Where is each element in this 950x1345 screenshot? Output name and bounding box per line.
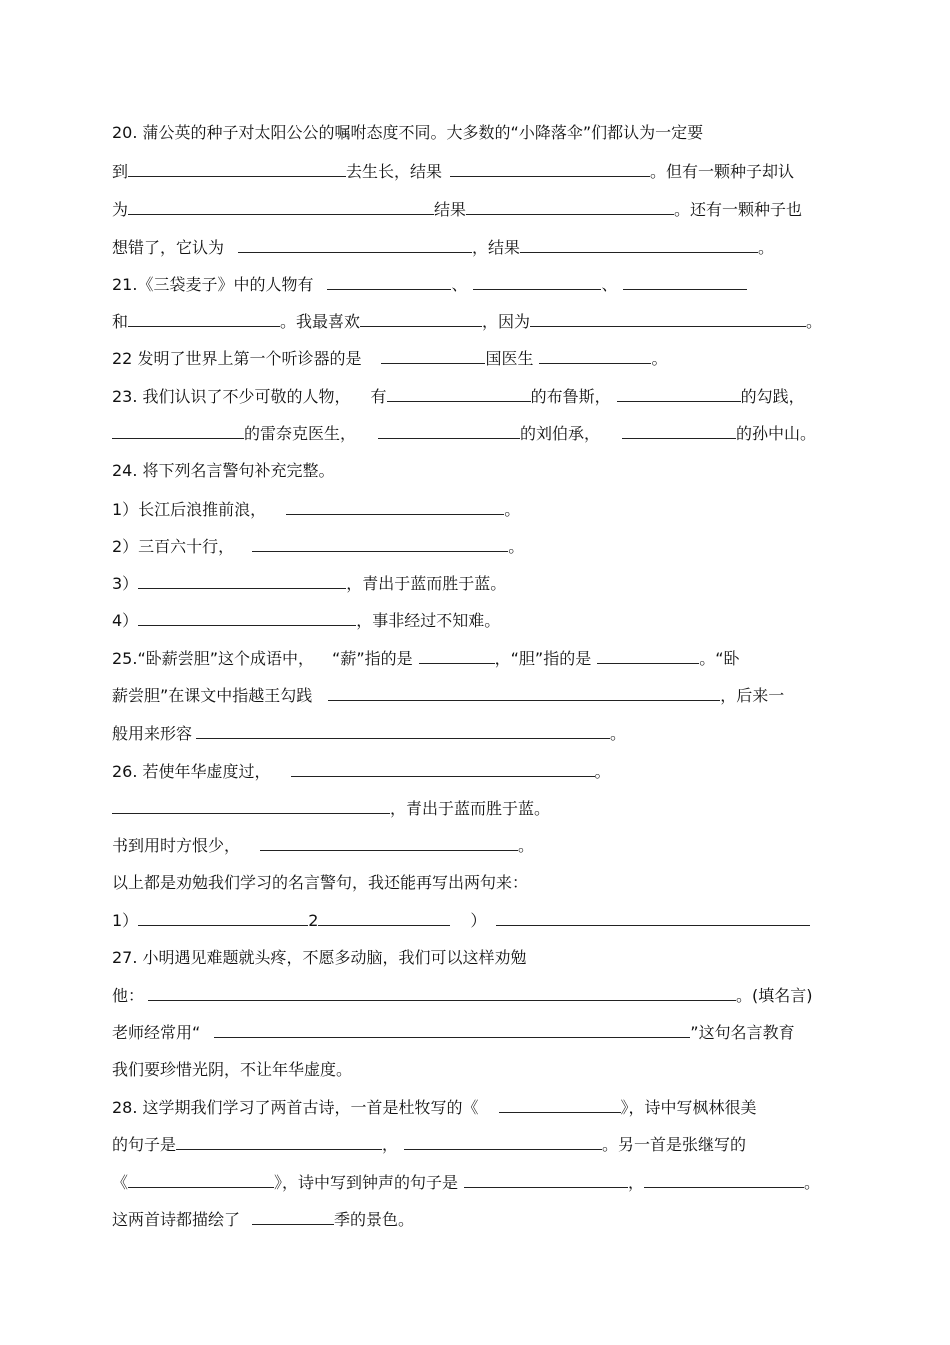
question-21-line-2 bbox=[112, 309, 822, 333]
text: ，青出于蓝而胜于蓝。 bbox=[390, 799, 551, 818]
answer-blank[interactable] bbox=[466, 197, 674, 215]
answer-blank[interactable] bbox=[404, 1132, 602, 1150]
text: 23. 我们认识了不少可敬的人物， bbox=[112, 387, 351, 406]
answer-blank[interactable] bbox=[176, 1132, 382, 1150]
answer-blank[interactable] bbox=[252, 1207, 334, 1225]
answer-blank[interactable] bbox=[496, 908, 810, 926]
text: 。 bbox=[594, 762, 611, 781]
question-26-line-3 bbox=[112, 833, 534, 857]
question-21-line-1 bbox=[112, 272, 747, 296]
question-28-line-2 bbox=[112, 1132, 746, 1156]
answer-blank[interactable] bbox=[530, 309, 806, 327]
answer-blank[interactable] bbox=[419, 646, 495, 664]
text: 到 bbox=[112, 162, 129, 181]
text: 。 bbox=[610, 724, 627, 743]
answer-blank[interactable] bbox=[286, 497, 504, 515]
question-20-stem: 20. 蒲公英的种子对太阳公公的嘱咐态度不同。大多数的“小降落伞”们都认为一定要 bbox=[112, 123, 704, 142]
text: 老师经常用“ bbox=[112, 1023, 201, 1042]
text: ， bbox=[628, 1173, 645, 1192]
question-23-line-2 bbox=[112, 421, 816, 445]
question-28-line-3 bbox=[112, 1170, 820, 1194]
text: 季的景色。 bbox=[334, 1210, 415, 1229]
question-24-title bbox=[112, 459, 335, 483]
text: 的孙中山。 bbox=[736, 424, 817, 443]
question-26-line-5 bbox=[112, 908, 810, 932]
answer-blank[interactable] bbox=[622, 421, 736, 439]
text: 。(填名言) bbox=[736, 986, 813, 1005]
text: 》，诗中写到钟声的句子是 bbox=[274, 1173, 459, 1192]
text: 。 bbox=[504, 500, 521, 519]
answer-blank[interactable] bbox=[473, 272, 601, 290]
answer-blank[interactable] bbox=[252, 534, 508, 552]
text: 我们要珍惜光阴，不让年华虚度。 bbox=[112, 1060, 353, 1079]
text: 、 bbox=[451, 275, 468, 294]
question-26-line-1 bbox=[112, 759, 611, 783]
answer-blank[interactable] bbox=[138, 908, 308, 926]
answer-blank[interactable] bbox=[617, 384, 741, 402]
text: 薪尝胆”在课文中指越王勾践 bbox=[112, 686, 313, 705]
question-24-item-1 bbox=[112, 497, 520, 521]
text: 为 bbox=[112, 200, 129, 219]
question-27-line-2 bbox=[112, 983, 813, 1007]
question-28-line-4 bbox=[112, 1207, 414, 1231]
text: 。 bbox=[651, 349, 668, 368]
answer-blank[interactable] bbox=[464, 1170, 628, 1188]
text: 的刘伯承， bbox=[520, 424, 601, 443]
text: 24. 将下列名言警句补充完整。 bbox=[112, 461, 335, 480]
answer-blank[interactable] bbox=[128, 309, 280, 327]
text: ） bbox=[470, 911, 487, 930]
text: 结果 bbox=[434, 200, 467, 219]
text: 。还有一颗种子也 bbox=[674, 200, 803, 219]
question-24-item-4 bbox=[112, 608, 500, 632]
text: ，青出于蓝而胜于蓝。 bbox=[346, 574, 507, 593]
text: ，后来一 bbox=[720, 686, 785, 705]
text: ”这句名言教育 bbox=[690, 1023, 795, 1042]
answer-blank[interactable] bbox=[196, 721, 610, 739]
question-27-line-3 bbox=[112, 1020, 795, 1044]
answer-blank[interactable] bbox=[360, 309, 482, 327]
question-27-line-4 bbox=[112, 1058, 352, 1082]
answer-blank[interactable] bbox=[539, 346, 651, 364]
text: 1） bbox=[112, 911, 139, 930]
text: ，事非经过不知难。 bbox=[356, 611, 501, 630]
question-20-line-1 bbox=[112, 121, 703, 145]
text: 28. 这学期我们学习了两首古诗，一首是杜牧写的《 bbox=[112, 1098, 479, 1117]
answer-blank[interactable] bbox=[128, 197, 434, 215]
text: ，结果 bbox=[472, 238, 521, 257]
answer-blank[interactable] bbox=[387, 384, 531, 402]
text: 1）长江后浪推前浪， bbox=[112, 500, 267, 519]
text: 27. 小明遇见难题就头疼，不愿多动脑，我们可以这样劝勉 bbox=[112, 948, 527, 967]
text: 。但有一颗种子却认 bbox=[650, 162, 795, 181]
answer-blank[interactable] bbox=[381, 346, 485, 364]
question-24-item-3 bbox=[112, 571, 506, 595]
answer-blank[interactable] bbox=[148, 983, 736, 1001]
text: 书到用时方恨少， bbox=[112, 836, 241, 855]
question-20-line-2 bbox=[112, 159, 794, 183]
question-26-line-4 bbox=[112, 871, 528, 895]
question-25-line-1 bbox=[112, 646, 740, 670]
text: 《 bbox=[112, 1173, 129, 1192]
text: 。 bbox=[758, 238, 775, 257]
text: 有 bbox=[370, 387, 387, 406]
question-20-line-3 bbox=[112, 197, 802, 221]
answer-blank[interactable] bbox=[128, 159, 346, 177]
text: 21.《三袋麦子》中的人物有 bbox=[112, 275, 314, 294]
answer-blank[interactable] bbox=[260, 833, 518, 851]
text: 2 bbox=[308, 911, 319, 930]
answer-blank[interactable] bbox=[138, 571, 346, 589]
text: 的雷奈克医生， bbox=[244, 424, 357, 443]
text: ， bbox=[382, 1135, 399, 1154]
text: 4） bbox=[112, 611, 139, 630]
text: 想错了，它认为 bbox=[112, 238, 225, 257]
text: 3） bbox=[112, 574, 139, 593]
question-24-item-2 bbox=[112, 534, 524, 558]
question-28-line-1 bbox=[112, 1095, 757, 1119]
text: 去生长，结果 bbox=[346, 162, 443, 181]
answer-blank[interactable] bbox=[327, 272, 451, 290]
answer-blank[interactable] bbox=[318, 908, 450, 926]
text: 》，诗中写枫林很美 bbox=[620, 1098, 757, 1117]
text: 2）三百六十行， bbox=[112, 537, 235, 556]
answer-blank[interactable] bbox=[138, 608, 356, 626]
question-23-line-1 bbox=[112, 384, 805, 408]
answer-blank[interactable] bbox=[238, 235, 472, 253]
text: 26. 若使年华虚度过， bbox=[112, 762, 271, 781]
text: 。 bbox=[508, 537, 525, 556]
question-26-line-2 bbox=[112, 796, 550, 820]
answer-blank[interactable] bbox=[378, 421, 520, 439]
text: 这两首诗都描绘了 bbox=[112, 1210, 241, 1229]
answer-blank[interactable] bbox=[112, 796, 390, 814]
text: 国医生 bbox=[485, 349, 534, 368]
text: 般用来形容 bbox=[112, 724, 193, 743]
text: 的句子是 bbox=[112, 1135, 177, 1154]
answer-blank[interactable] bbox=[112, 421, 244, 439]
question-25-line-3 bbox=[112, 721, 626, 745]
text: 。 bbox=[804, 1173, 821, 1192]
answer-blank[interactable] bbox=[623, 272, 747, 290]
answer-blank[interactable] bbox=[128, 1170, 274, 1188]
text: 。 bbox=[806, 312, 823, 331]
answer-blank[interactable] bbox=[328, 683, 720, 701]
answer-blank[interactable] bbox=[450, 159, 650, 177]
text: 。 bbox=[518, 836, 535, 855]
text: “薪”指的是 bbox=[332, 649, 413, 668]
text: 他： bbox=[112, 986, 145, 1005]
answer-blank[interactable] bbox=[499, 1095, 621, 1113]
text: 、 bbox=[601, 275, 618, 294]
text: 。“卧 bbox=[699, 649, 740, 668]
question-25-line-2 bbox=[112, 683, 784, 707]
text: 和 bbox=[112, 312, 129, 331]
text: 以上都是劝勉我们学习的名言警句，我还能再写出两句来： bbox=[112, 873, 529, 892]
text: 25.“卧薪尝胆”这个成语中， bbox=[112, 649, 315, 668]
question-20-line-4 bbox=[112, 235, 774, 259]
text: 22 发明了世界上第一个听诊器的是 bbox=[112, 349, 362, 368]
answer-blank[interactable] bbox=[597, 646, 699, 664]
text: 的布鲁斯， bbox=[530, 387, 611, 406]
answer-blank[interactable] bbox=[520, 235, 758, 253]
question-27-line-1 bbox=[112, 946, 527, 970]
question-22 bbox=[112, 346, 667, 370]
text: ，“胆”指的是 bbox=[494, 649, 592, 668]
answer-blank[interactable] bbox=[291, 759, 595, 777]
answer-blank[interactable] bbox=[644, 1170, 804, 1188]
text: 的勾践， bbox=[740, 387, 805, 406]
text: ，因为 bbox=[482, 312, 531, 331]
text: 。我最喜欢 bbox=[280, 312, 361, 331]
text: 。另一首是张继写的 bbox=[602, 1135, 747, 1154]
answer-blank[interactable] bbox=[214, 1020, 690, 1038]
